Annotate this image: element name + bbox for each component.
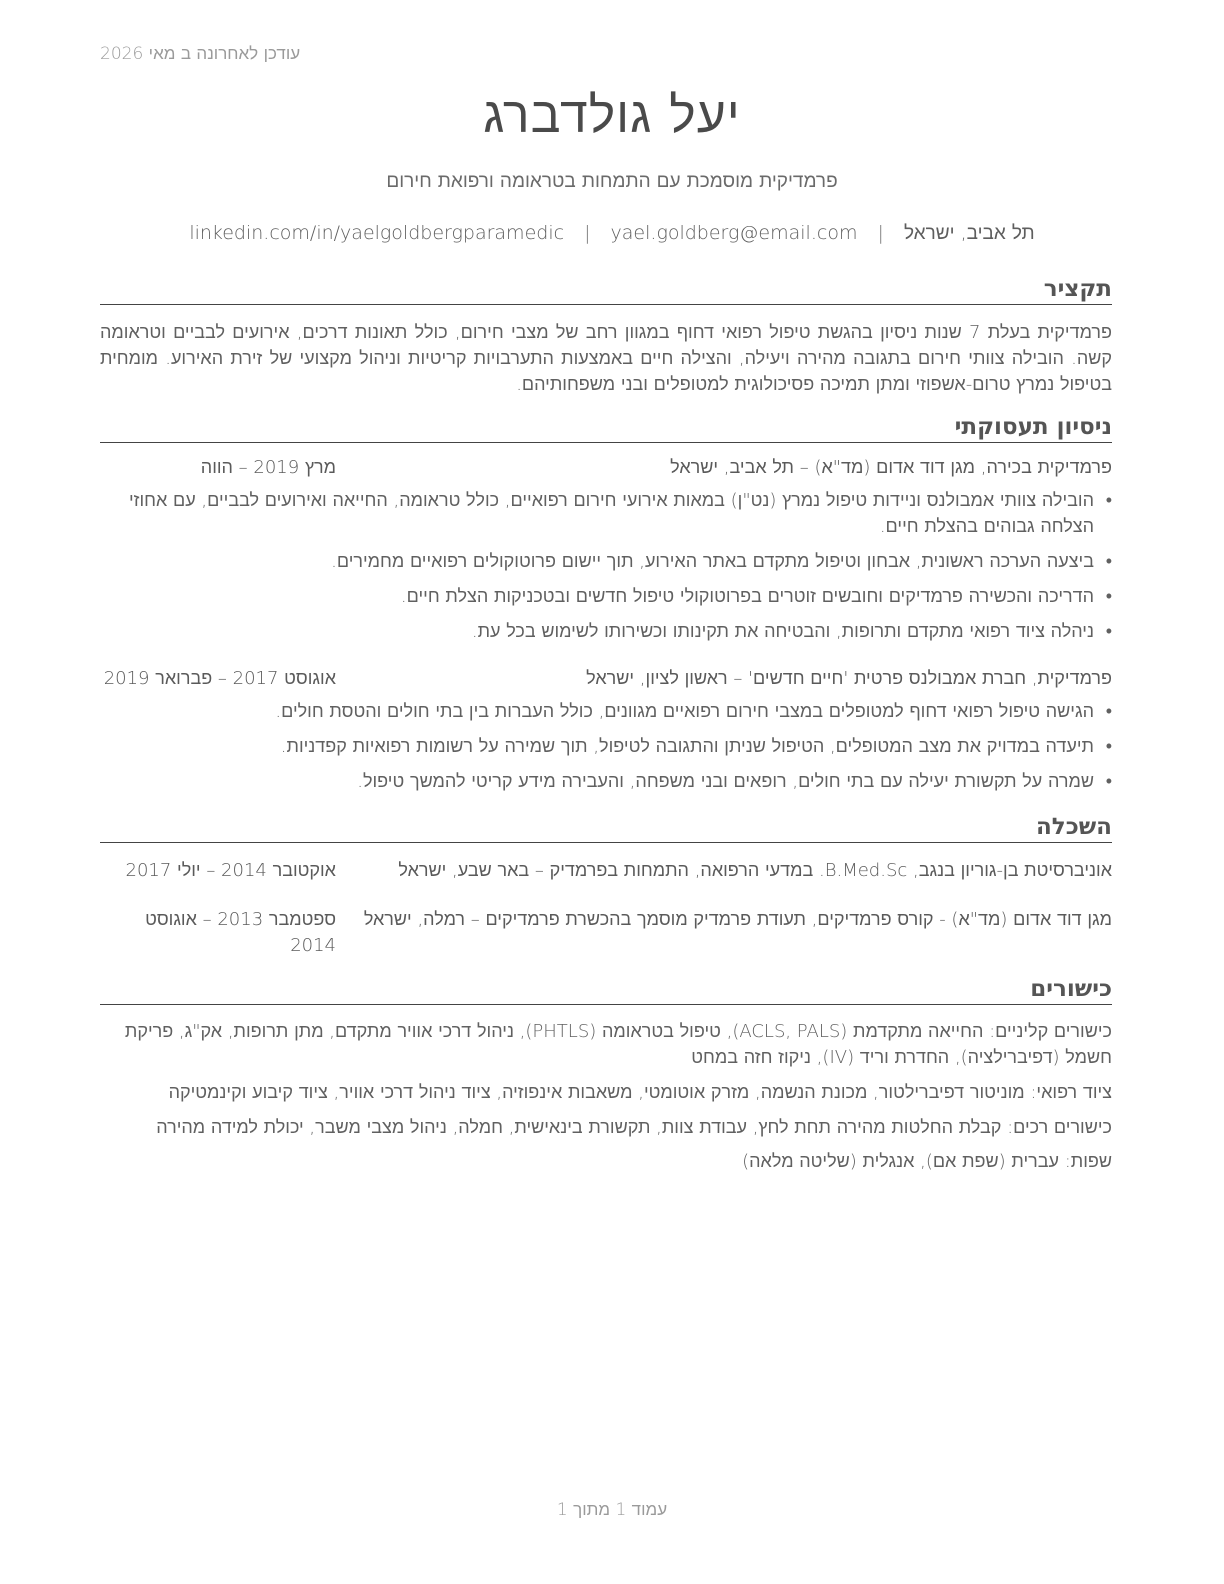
professional-tagline: פרמדיקית מוסמכת עם התמחות בטראומה ורפואת חירום (386, 170, 838, 192)
summary-text: פרמדיקית בעלת 7 שנות ניסיון בהגשת טיפול רפואי דחוף במגוון רחב של מצבי חירום, כולל תאונות דרכים, אירועים לבביים וטראומה קשה. הובילה צוותי חירום בתגובה מהירה ויעילה, והצילה חיים באמצעות התערבויות קריטיות וניהול מקצועי של זירת האירוע. מומחית בטיפול נמרץ טרום-אשפוזי ומתן תמיכה פסיכולוגית למטופלים ובני משפחותיהם. (100, 322, 1112, 395)
education-dates: ספטמבר 2013 – אוגוסט 2014 (145, 909, 336, 956)
skills-languages: שפות: עברית (שפת אם), אנגלית (שליטה מלאה) (742, 1151, 1112, 1172)
contact-separator: | (584, 222, 591, 244)
job-bullet: • הובילה צוותי אמבולנס וניידות טיפול נמרץ (נט"ן) במאות אירועי חירום רפואיים, כולל טראומה, החייאה ואירועים לבביים, עם אחוזי הצלחה גבוהים בהצלת חיים. (100, 488, 1112, 540)
education-title: אוניברסיטת בן-גוריון בנגב, B.Med.Sc. במדעי הרפואה, התמחות בפרמדיק – באר שבע, ישראל (398, 860, 1112, 881)
section-title-summary: תקציר (100, 276, 1112, 305)
skills-clinical: כישורים קליניים: החייאה מתקדמת (ACLS, PALS), טיפול בטראומה (PHTLS), ניהול דרכי אוויר מתקדם, מתן תרופות, אק"ג, פריקת חשמל (דפיברילציה), החדרת וריד (IV), ניקוז חזה במחט (124, 1021, 1112, 1068)
job-bullet: • הגישה טיפול רפואי דחוף למטופלים במצבי חירום רפואיים מגוונים, כולל העברות בין בתי חולים והטסת חולים. (100, 699, 1112, 725)
job-bullet: • תיעדה במדויק את מצב המטופלים, הטיפול שניתן והתגובה לטיפול, תוך שמירה על רשומות רפואיות קפדניות. (100, 734, 1112, 760)
candidate-name: יעל גולדברג (483, 86, 741, 144)
section-title-experience: ניסיון תעסוקתי (100, 414, 1112, 443)
job-bullets (100, 699, 1112, 795)
job-bullet: • ביצעה הערכה ראשונית, אבחון וטיפול מתקדם באתר האירוע, תוך יישום פרוטוקולים רפואיים מחמירים. (100, 549, 1112, 575)
education-title: מגן דוד אדום (מד"א) - קורס פרמדיקים, תעודת פרמדיק מוסמך בהכשרת פרמדיקים – רמלה, ישראל (363, 909, 1112, 930)
job-title: פרמדיקית בכירה, מגן דוד אדום (מד"א) – תל אביב, ישראל (670, 457, 1112, 478)
contact-location: תל אביב, ישראל (903, 222, 1035, 244)
contact-linkedin-link[interactable]: linkedin.com/in/yaelgoldbergparamedic (189, 222, 565, 244)
contact-line (0, 222, 1224, 245)
job-bullet: • הדריכה והכשירה פרמדיקים וחובשים זוטרים בפרוטוקולי טיפול חדשים ובטכניקות הצלת חיים. (100, 584, 1112, 610)
job-bullet: • שמרה על תקשורת יעילה עם בתי חולים, רופאים ובני משפחה, והעבירה מידע קריטי להמשך טיפול. (100, 769, 1112, 795)
contact-email-link[interactable]: yael.goldberg@email.com (610, 222, 858, 244)
skills-equipment: ציוד רפואי: מוניטור דפיברילטור, מכונת הנשמה, מזרק אוטומטי, משאבות אינפוזיה, ציוד ניהול דרכי אוויר, ציוד קיבוע וקינמטיקה (168, 1082, 1112, 1103)
job-bullets (100, 488, 1112, 645)
job-dates: מרץ 2019 – הווה (200, 457, 336, 478)
page-number: עמוד 1 מתוך 1 (556, 1500, 668, 1520)
skills-soft: כישורים רכים: קבלת החלטות מהירה תחת לחץ, עבודת צוות, תקשורת בינאישית, חמלה, ניהול מצבי משבר, יכולת למידה מהירה (156, 1117, 1112, 1138)
job-title: פרמדיקית, חברת אמבולנס פרטית 'חיים חדשים' – ראשון לציון, ישראל (586, 668, 1112, 689)
job-bullet: • ניהלה ציוד רפואי מתקדם ותרופות, והבטיחה את תקינותו וכשירותו לשימוש בכל עת. (100, 619, 1112, 645)
education-dates: אוקטובר 2014 – יולי 2017 (125, 860, 336, 881)
job-dates: אוגוסט 2017 – פברואר 2019 (103, 668, 336, 689)
section-title-education: השכלה (100, 814, 1112, 843)
job-header (100, 668, 1112, 696)
last-updated: עודכן לאחרונה ב מאי 2026 (100, 44, 301, 64)
education-item (100, 907, 1112, 961)
contact-separator: | (877, 222, 884, 244)
section-title-skills: כישורים (100, 976, 1112, 1005)
education-item (100, 858, 1112, 886)
job-header (100, 457, 1112, 485)
